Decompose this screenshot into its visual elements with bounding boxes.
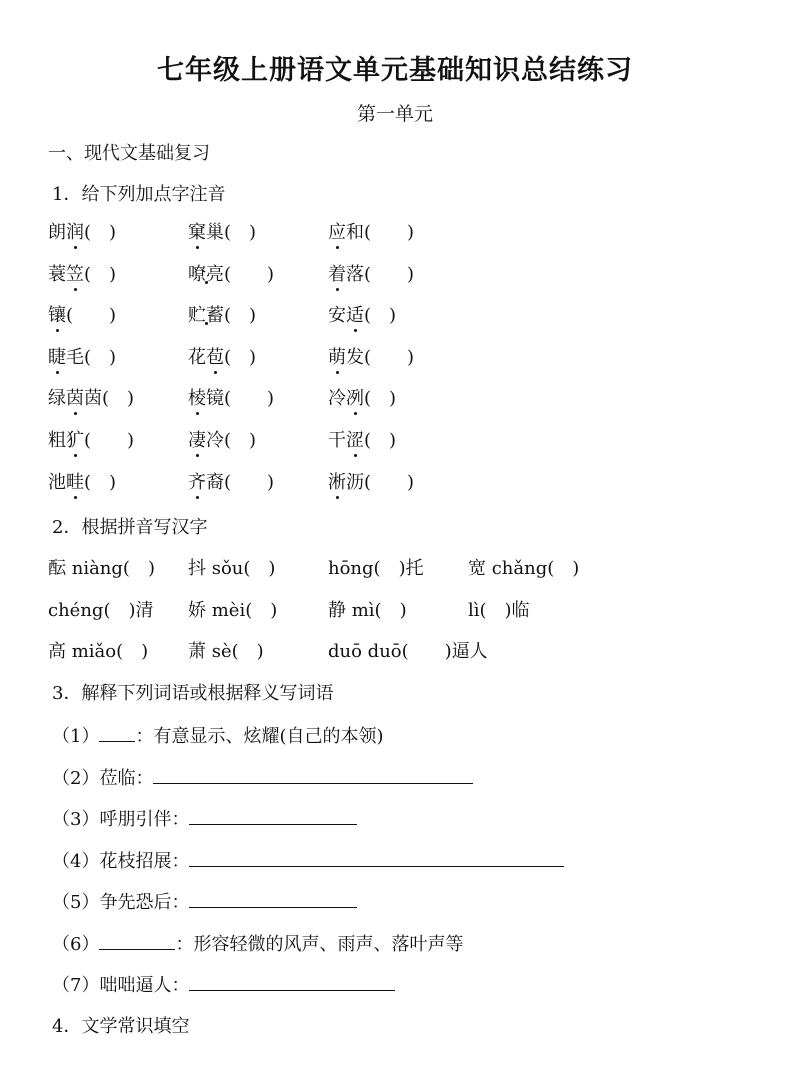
answer-blank[interactable] [99,931,175,950]
dotted-character: 适 [346,305,364,327]
item-term: 花枝招展： [99,850,190,872]
page-title: 七年级上册语文单元基础知识总结练习 [157,55,633,86]
question-4-heading: 4．文学常识填空 [52,1016,190,1037]
item-text: 干 [328,430,346,451]
question-1-heading: 1．给下列加点字注音 [52,184,226,205]
definition-item [52,765,473,791]
answer-blank[interactable] [189,806,357,825]
pinyin-item [328,471,414,495]
item-text: 裔( ) [206,471,275,493]
pinyin-write-item: 静 mì( ) [328,599,407,621]
definition-item [52,848,564,874]
dotted-character: 凄 [188,430,206,451]
item-text: 贮 [188,305,206,327]
item-text: ( ) [84,430,135,451]
answer-blank[interactable] [189,972,395,991]
pinyin-write-item: lì( )临 [468,599,530,621]
item-text: 嘹 [188,263,206,285]
definition-item [52,723,384,749]
pinyin-item [328,304,396,328]
item-text: 毛( ) [66,346,117,368]
pinyin-item [328,221,414,245]
answer-blank[interactable] [189,889,357,908]
question-2-heading: 2．根据拼音写汉字 [52,517,208,538]
item-term: 咄咄逼人： [99,975,190,996]
pinyin-item [188,471,274,495]
pinyin-write-item: hōng( )托 [328,558,424,579]
item-number: （5） [52,892,100,913]
pinyin-write-item: 宽 chǎng( ) [468,558,580,579]
item-number: （1） [52,726,100,747]
item-text: 和( ) [346,222,415,243]
dotted-character: 冽 [346,388,364,410]
pinyin-item [48,304,116,328]
item-text: 镜( ) [206,388,275,410]
dotted-character: 萌 [328,346,346,368]
dotted-character: 应 [328,222,346,243]
item-text: 发( ) [346,346,415,368]
pinyin-item [48,387,134,411]
item-text: 茵( ) [84,388,135,410]
pinyin-item [188,263,274,287]
dotted-character: 笠 [66,263,84,285]
pinyin-write-item: chéng( )清 [48,599,154,621]
item-text: ( ) [224,346,257,368]
item-text: 巢( ) [206,222,257,243]
answer-blank[interactable] [153,765,473,784]
item-text: 池 [48,471,66,493]
item-definition: ：有意显示、炫耀(自己的本领) [135,726,384,747]
pinyin-item [48,346,116,370]
dotted-character: 镶 [48,305,66,327]
dotted-character: 润 [66,222,84,243]
item-number: （6） [52,933,100,955]
question-3-heading: 3．解释下列词语或根据释义写词语 [52,683,334,704]
item-text: 绿 [48,388,66,410]
dotted-character: 茵 [66,388,84,410]
item-text: 朗 [48,222,66,243]
pinyin-item [328,429,396,453]
item-term: 争先恐后： [99,892,190,913]
item-definition: ：形容轻微的风声、雨声、落叶声等 [175,933,464,955]
answer-blank[interactable] [99,723,135,742]
item-text: 花 [188,346,206,368]
dotted-character: 棱 [188,388,206,410]
item-text: ( ) [84,222,117,243]
pinyin-item [188,429,256,453]
item-text: ( ) [66,305,117,327]
pinyin-write-item: 酝 niàng( ) [48,558,155,579]
dotted-character: 淅 [328,471,346,493]
answer-blank[interactable] [189,848,564,867]
dotted-character: 苞 [206,346,224,368]
item-text: ( ) [84,471,117,493]
pinyin-item [188,304,256,328]
dotted-character: 畦 [66,471,84,493]
item-text: 蓑 [48,263,66,285]
pinyin-write-item: 高 miǎo( ) [48,641,149,662]
item-number: （4） [52,850,100,872]
item-number: （7） [52,975,100,996]
pinyin-item [188,387,274,411]
pinyin-write-item: 萧 sè( ) [188,641,264,662]
item-text: 落( ) [346,263,415,285]
item-term: 呼朋引伴： [99,809,190,830]
pinyin-item [328,387,396,411]
pinyin-item [188,221,256,245]
item-number: （3） [52,809,100,830]
unit-subtitle: 第一单元 [356,103,433,125]
pinyin-item [48,263,116,287]
item-text: ( ) [364,305,397,327]
pinyin-item [48,221,116,245]
item-number: （2） [52,767,100,789]
pinyin-write-item: 抖 sǒu( ) [188,558,276,579]
dotted-character: 着 [328,263,346,285]
definition-item [52,806,357,832]
dotted-character: 窠 [188,222,206,243]
dotted-character: 犷 [66,430,84,451]
item-term: 莅临： [99,767,154,789]
pinyin-write-item: 娇 mèi( ) [188,599,278,621]
section-heading: 一、现代文基础复习 [48,143,210,164]
item-text: ( ) [84,263,117,285]
item-text: 安 [328,305,346,327]
dotted-character: 涩 [346,430,364,451]
definition-item [52,889,357,915]
item-text: 冷( ) [206,430,257,451]
dotted-character: 睫 [48,346,66,368]
definition-item [52,931,463,957]
item-text: 冷 [328,388,346,410]
pinyin-item [328,263,414,287]
item-text: ( ) [364,388,397,410]
item-text: ( ) [364,430,397,451]
pinyin-item [328,346,414,370]
item-text: 亮( ) [206,263,275,285]
pinyin-item [48,429,134,453]
item-text: 蓄( ) [206,305,257,327]
pinyin-item [188,346,256,370]
item-text: 沥( ) [346,471,415,493]
item-text: 粗 [48,430,66,451]
pinyin-item [48,471,116,495]
dotted-character: 齐 [188,471,206,493]
pinyin-write-item: duō duō( )逼人 [328,641,488,662]
definition-item [52,972,395,998]
